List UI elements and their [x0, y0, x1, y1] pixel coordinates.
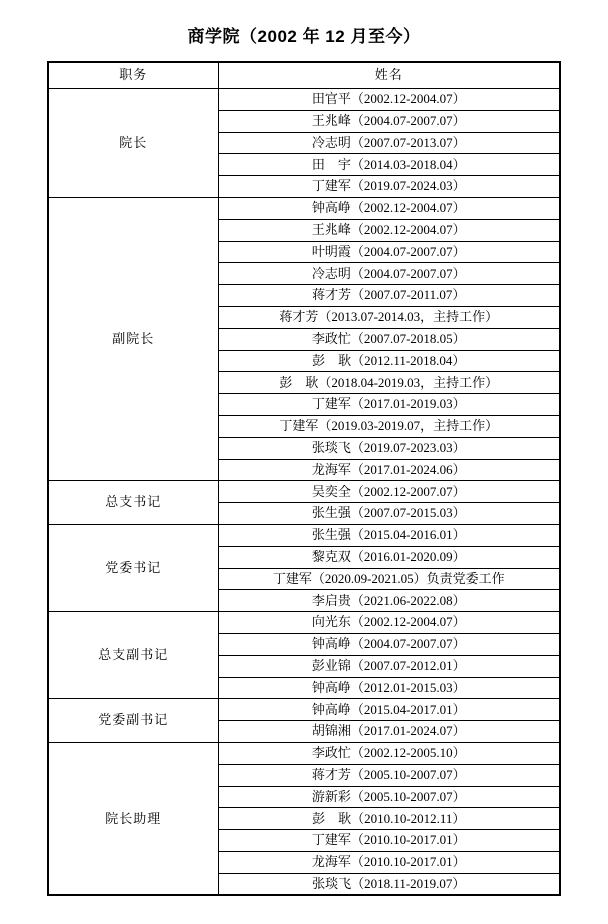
name-cell: 吴奕全（2002.12-2007.07）	[218, 481, 560, 503]
name-cell: 蒋才芳（2005.10-2007.07）	[218, 764, 560, 786]
name-cell: 彭 耿（2012.11-2018.04）	[218, 350, 560, 372]
table-row	[48, 481, 560, 503]
table-row	[48, 197, 560, 219]
name-cell: 张琰飞（2019.07-2023.03）	[218, 437, 560, 459]
name-cell: 胡锦湘（2017.01-2024.07）	[218, 721, 560, 743]
name-cell: 冷志明（2007.07-2013.07）	[218, 132, 560, 154]
name-cell: 李启贵（2021.06-2022.08）	[218, 590, 560, 612]
header-row	[48, 62, 560, 89]
table-row	[48, 89, 560, 111]
name-cell: 黎克双（2016.01-2020.09）	[218, 546, 560, 568]
name-cell: 彭业锦（2007.07-2012.01）	[218, 655, 560, 677]
name-cell: 丁建军（2017.01-2019.03）	[218, 394, 560, 416]
name-cell: 叶明霞（2004.07-2007.07）	[218, 241, 560, 263]
name-cell: 李政忙（2007.07-2018.05）	[218, 328, 560, 350]
table-row	[48, 742, 560, 764]
table-body	[48, 89, 560, 896]
name-cell: 游新彩（2005.10-2007.07）	[218, 786, 560, 808]
name-cell: 丁建军（2020.09-2021.05）负责党委工作	[218, 568, 560, 590]
name-cell: 钟高峥（2015.04-2017.01）	[218, 699, 560, 721]
name-cell: 钟高峥（2004.07-2007.07）	[218, 633, 560, 655]
name-cell: 钟高峥（2012.01-2015.03）	[218, 677, 560, 699]
table-header	[48, 62, 560, 89]
name-cell: 张琰飞（2018.11-2019.07）	[218, 873, 560, 895]
position-cell: 副院长	[48, 197, 218, 480]
name-cell: 丁建军（2010.10-2017.01）	[218, 830, 560, 852]
name-cell: 田官平（2002.12-2004.07）	[218, 89, 560, 111]
name-cell: 王兆峰（2004.07-2007.07）	[218, 110, 560, 132]
name-cell: 蒋才芳（2013.07-2014.03，主持工作）	[218, 306, 560, 328]
name-cell: 彭 耿（2010.10-2012.11）	[218, 808, 560, 830]
name-cell: 张生强（2015.04-2016.01）	[218, 524, 560, 546]
name-cell: 龙海军（2017.01-2024.06）	[218, 459, 560, 481]
name-cell: 冷志明（2004.07-2007.07）	[218, 263, 560, 285]
column-header-position: 职务	[48, 62, 218, 89]
name-cell: 王兆峰（2002.12-2004.07）	[218, 219, 560, 241]
position-cell: 党委副书记	[48, 699, 218, 743]
table-row	[48, 524, 560, 546]
name-cell: 丁建军（2019.07-2024.03）	[218, 176, 560, 198]
name-cell: 田 宇（2014.03-2018.04）	[218, 154, 560, 176]
position-cell: 党委书记	[48, 524, 218, 611]
name-cell: 彭 耿（2018.04-2019.03，主持工作）	[218, 372, 560, 394]
roster-table	[47, 61, 561, 896]
name-cell: 丁建军（2019.03-2019.07，主持工作）	[218, 415, 560, 437]
page-title: 商学院（2002 年 12 月至今）	[187, 27, 421, 46]
name-cell: 钟高峥（2002.12-2004.07）	[218, 197, 560, 219]
name-cell: 张生强（2007.07-2015.03）	[218, 503, 560, 525]
name-cell: 龙海军（2010.10-2017.01）	[218, 851, 560, 873]
position-cell: 总支书记	[48, 481, 218, 525]
name-cell: 蒋才芳（2007.07-2011.07）	[218, 285, 560, 307]
column-header-name: 姓名	[218, 62, 560, 89]
position-cell: 总支副书记	[48, 612, 218, 699]
name-cell: 李政忙（2002.12-2005.10）	[218, 742, 560, 764]
name-cell: 向光东（2002.12-2004.07）	[218, 612, 560, 634]
table-row	[48, 612, 560, 634]
position-cell: 院长	[48, 89, 218, 198]
position-cell: 院长助理	[48, 742, 218, 895]
table-row	[48, 699, 560, 721]
